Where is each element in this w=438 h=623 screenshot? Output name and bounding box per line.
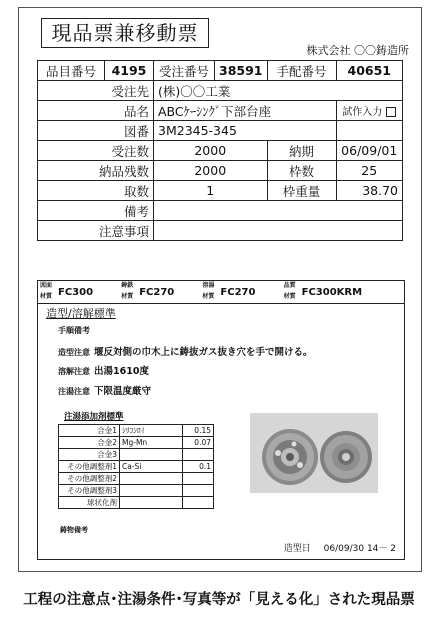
table-row	[38, 141, 403, 161]
trial-checkbox[interactable]	[386, 107, 396, 117]
additive-title: 注湯添加剤標準	[64, 412, 124, 422]
material-4-label-top: 品質	[283, 282, 296, 289]
item-no-value: 4195	[105, 61, 154, 81]
alloc-no-label: 手配番号	[267, 61, 336, 81]
item-no-label: 品目番号	[38, 61, 105, 81]
additive-name: Mg-Mn	[120, 437, 183, 449]
note-molding	[58, 344, 313, 358]
additive-table	[58, 424, 214, 509]
additive-name: ｼﾘｺﾝﾛｲ	[120, 425, 183, 437]
additive-name	[120, 485, 183, 497]
main-info-table	[37, 60, 403, 241]
note-pouring-value: 下限温度厳守	[94, 386, 152, 397]
table-row	[59, 485, 214, 497]
additive-label: 合金1	[59, 425, 120, 437]
note-procedure	[58, 325, 94, 336]
casting-photo-image	[250, 413, 378, 493]
additive-name	[120, 497, 183, 509]
note-melting-label: 溶解注意	[58, 367, 90, 376]
casting-photo	[250, 413, 378, 493]
material-2-label-bottom: 材質	[121, 293, 134, 300]
additive-label: 合金3	[59, 449, 120, 461]
note-procedure-label: 手順備考	[58, 326, 90, 335]
customer-value: (株)〇〇工業	[154, 81, 403, 101]
frame-weight-value: 38.70	[336, 181, 403, 201]
footer-code: 14－ 2	[366, 544, 396, 554]
casting-part-left	[262, 429, 318, 485]
additive-qty: 0.15	[183, 425, 214, 437]
sheet-title: 現品票兼移動票	[41, 18, 209, 48]
additive-label: その他調整剤2	[59, 473, 120, 485]
order-qty-label: 受注数	[38, 141, 154, 161]
table-row	[59, 449, 214, 461]
table-row	[38, 221, 403, 241]
additive-label: その他調整剤1	[59, 461, 120, 473]
table-row	[38, 121, 403, 141]
remain-label: 納品残数	[38, 161, 154, 181]
material-3-label-top: 溶湯	[202, 282, 215, 289]
product-label: 品名	[38, 101, 154, 121]
table-row	[59, 497, 214, 509]
caution-value	[154, 221, 403, 241]
table-row	[59, 473, 214, 485]
table-row	[59, 425, 214, 437]
material-1-label-bottom: 材質	[40, 293, 53, 300]
take-label: 取数	[38, 181, 154, 201]
remain-value: 2000	[154, 161, 268, 181]
table-row	[38, 161, 403, 181]
section-title: 造型/溶解標準	[46, 307, 116, 320]
trial-input-label: 試作入力	[342, 107, 383, 118]
additive-name: Ca-Si	[120, 461, 183, 473]
product-value: ABCｹｰｼﾝｸﾞ下部台座	[154, 101, 337, 121]
due-value: 06/09/01	[336, 141, 403, 161]
material-2-value: FC270	[137, 281, 200, 304]
additive-label: 球状化剤	[59, 497, 120, 509]
company-name: 株式会社 〇〇鋳造所	[306, 44, 409, 57]
casting-part-right	[320, 431, 372, 483]
order-no-label: 受注番号	[154, 61, 215, 81]
alloc-no-value: 40651	[336, 61, 403, 81]
table-row	[38, 181, 403, 201]
casting-spec-panel	[37, 280, 405, 560]
table-row	[38, 101, 403, 121]
material-2-label-top: 鋳鉄	[121, 282, 134, 289]
note-molding-value: 堰反対側の巾木上に鋳抜ガス抜き穴を手で開ける。	[94, 347, 313, 358]
additive-label: 合金2	[59, 437, 120, 449]
note-pouring-label: 注湯注意	[58, 387, 90, 396]
material-4-value: FC300KRM	[300, 281, 404, 304]
caption: 工程の注意点･注湯条件･写真等が「見える化」された現品票	[23, 592, 415, 608]
table-row	[38, 61, 403, 81]
table-row	[59, 461, 214, 473]
additive-qty	[183, 497, 214, 509]
material-3-label-bottom: 材質	[202, 293, 215, 300]
caution-label: 注意事項	[38, 221, 154, 241]
material-row	[38, 281, 404, 304]
note-melting-value: 出湯1610度	[94, 366, 149, 377]
table-row	[38, 81, 403, 101]
additive-label: その他調整剤3	[59, 485, 120, 497]
additive-name	[120, 473, 183, 485]
molding-date-label: 造型日	[283, 544, 311, 554]
molding-date: 06/09/30	[323, 544, 365, 554]
order-qty-value: 2000	[154, 141, 268, 161]
order-no-value: 38591	[215, 61, 268, 81]
additive-qty: 0.1	[183, 461, 214, 473]
material-3-value: FC270	[218, 281, 281, 304]
note-melting	[58, 363, 149, 377]
additive-qty	[183, 485, 214, 497]
material-1-label-top: 図面	[40, 282, 53, 289]
remarks-label: 備考	[38, 201, 154, 221]
drawing-label: 図番	[38, 121, 154, 141]
footer	[284, 541, 396, 554]
drawing-extra	[336, 121, 403, 141]
additive-qty: 0.07	[183, 437, 214, 449]
customer-label: 受注先	[38, 81, 154, 101]
casting-note-label: 鋳物備考	[60, 526, 88, 534]
additive-qty	[183, 473, 214, 485]
table-row	[59, 437, 214, 449]
note-molding-label: 造型注意	[58, 348, 90, 357]
frame-count-label: 枠数	[267, 161, 336, 181]
drawing-value: 3M2345-345	[154, 121, 337, 141]
material-1-value: FC300	[56, 281, 119, 304]
due-label: 納期	[267, 141, 336, 161]
note-pouring	[58, 383, 151, 397]
material-4-label-bottom: 材質	[283, 293, 296, 300]
frame-count-value: 25	[336, 161, 403, 181]
product-tag-sheet	[18, 7, 422, 572]
table-row	[38, 201, 403, 221]
remarks-value	[154, 201, 403, 221]
take-value: 1	[154, 181, 268, 201]
frame-weight-label: 枠重量	[267, 181, 336, 201]
additive-name	[120, 449, 183, 461]
additive-qty	[183, 449, 214, 461]
trial-input-cell	[336, 101, 403, 121]
